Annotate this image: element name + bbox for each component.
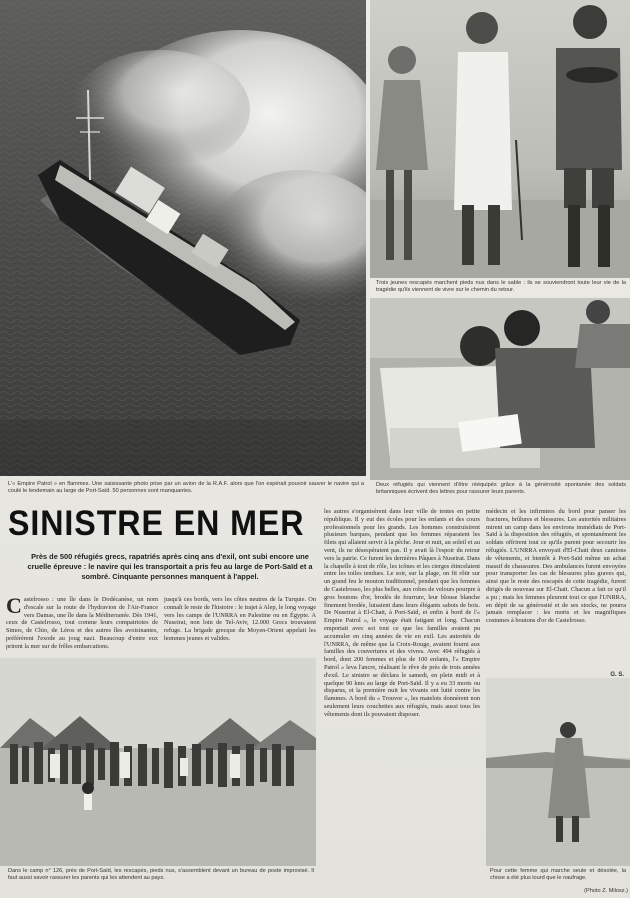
soldiers-photo <box>370 298 630 480</box>
children-photo <box>370 0 630 278</box>
children-caption: Trois jeunes rescapés marchent pieds nus dans le sable : ils se souviendront toute leur vie de la tragédie qu'ils viennent de vivre sur le chemin du retour. <box>376 280 626 293</box>
camp-photo <box>0 658 316 866</box>
photo-credit: (Photo Z. Milosz.) <box>584 888 628 894</box>
ship-photo <box>0 0 366 476</box>
article-column-3: les autres s'organisèrent dans leur ville de tentes en petite république. Il y eut des écoles pour les enfants et des cours professionnels pour les grands. Les hommes construisirent plusieurs barques, pendant que les femmes réparaient les filets qui allaient servir à la pêche. Jour et nuit, au soleil et au vent, ils ne désespéraient pas. Il y avait là l'espoir du retour vers la patrie. Ce furent les dernières Pâques à Nuseirat. Dans la chapelle à tout de rôle, les icônes et les cierges étincelaient entre les toiles tendues. Le soir, sur la plage, on fit rôtir sur un grand feu le mouton traditionnel, pendant que les femmes de Castelrosso, les plus belles, aux robes de velours pourpre à gros boutons d'or, brodés de fourrure, leur blouse blanche finement brodée, luisaient dans leurs élégants sabots de bois. De Nuseirat à El-Chatt, à Port-Saïd, et enfin à bord de l'« Empire Patrol », le voyage était fatigant et long. Chacun emportait avec soi tout ce que les familles avaient pu accumuler en cinq années de vie en exil. Les autorités de l'UNRRA, de même que la Croix-Rouge, avaient fourni aux familles des couvertures et des vivres. Avec 494 réfugiés à bord, dont 200 femmes et plus de 100 enfants, l'« Empire Patrol » leva l'ancre, réalisant le rêve de près de trois années d'exil. Le sinistre se déclara le samedi, en plein midi et à quelque 90 kms au large de Port-Saïd. Il y a eu 33 morts ou disparus, et la première nuit les vivants ont lutté contre les flammes. A bord du « Trouvor », les matelots donnèrent non seulement leurs couchettes aux réfugiés, mais aussi tous les vêtements dont ils pouvaient disposer. <box>324 508 480 718</box>
article-column-2: jusqu'à ces bords, vers les côtes neutres de la Turquie. On connaît le reste de l'histoire : le trajet à Alep, le long voyage vers les camps de l'UNRRA en Palestine ou en Égypte. A Nuseirat, non loin de Tel-Aviv, 12.000 Grecs trouvaient refuge. La brigade grecque du Moyen-Orient appelait les hommes jeunes et valides. <box>164 596 316 642</box>
lead-paragraph: Près de 500 réfugiés grecs, rapatriés après cinq ans d'exil, ont subi encore une cruelle épreuve : le navire qui les transportait a pris feu au large de Port-Saïd et a sombré. Cinquante personnes manquent à l'appel. <box>27 552 313 581</box>
ship-caption: L'« Empire Patrol » en flammes. Une saisissante photo prise par un avion de la R.A.F. alors que l'on espérait pouvoir sauver le navire qui a coulé le lendemain au large de Port-Saïd. 50 personnes sont manquantes. <box>8 481 364 494</box>
article-column-4: médecin et les infirmiers du bord pour panser les fractures, brûlures et blessures. Les autorités militaires mirent un camp dans les environs immédiats de Port-Saïd à la disposition des réfugiés, et spontanément les soldats offrirent tout ce qu'ils purent pour secourir les réfugiés. L'UNRRA envoyait d'El-Chatt deux camions de vêtements, et bientôt à Port-Saïd même un achat massif de chaussures. Des ambulances furent envoyées pour transporter les cas de blessures plus graves qui, ainsi que le reste des rescapés de cette tragédie, furent dirigés de nouveau sur El-Chatt. Chacun a fait ce qu'il a pu ; mais les femmes pleurent tout ce que l'UNRRA, en dépit de sa générosité et de ses stocks, ne pourra jamais remplacer : les morts et les magnifiques costumes à boutons d'or de Castelrosso. <box>486 508 626 625</box>
dropcap: C <box>6 596 22 618</box>
author-signature: G. S. <box>610 672 624 678</box>
soldiers-caption: Deux réfugiés qui viennent d'être rééquipés grâce à la générosité spontanée des soldats britanniques écrivent des lettres pour rassurer leurs parents. <box>376 482 626 495</box>
camp-caption: Dans le camp n° 126, près de Port-Saïd, les rescapés, pieds nus, s'assemblent devant un bureau de poste improvisé. Il faut aussi savoir rassurer les parents qui les attendent au pays. <box>8 868 314 881</box>
column-1-text: astelrosso : une île dans le Dodécanèse, un nom d'escale sur la route de l'hydravion de l'Air-France vers Damas, une île dans la Méditerranée. Dès 1941, ceux de Castelrosso, tout comme leurs compatriotes de Simos, de Chio, de Léros et des autres îles avoisinantes, préférèrent l'exode au joug nazi. Beaucoup d'entre eux prirent la mer sur de frêles embarcations. <box>6 596 158 650</box>
article-column-1 <box>6 596 158 654</box>
woman-photo <box>486 678 630 866</box>
headline: SINISTRE EN MER <box>8 504 305 543</box>
woman-caption: Pour cette femme qui marche seule et désolée, la chose a été plus lourd que le naufrage. <box>490 868 626 881</box>
